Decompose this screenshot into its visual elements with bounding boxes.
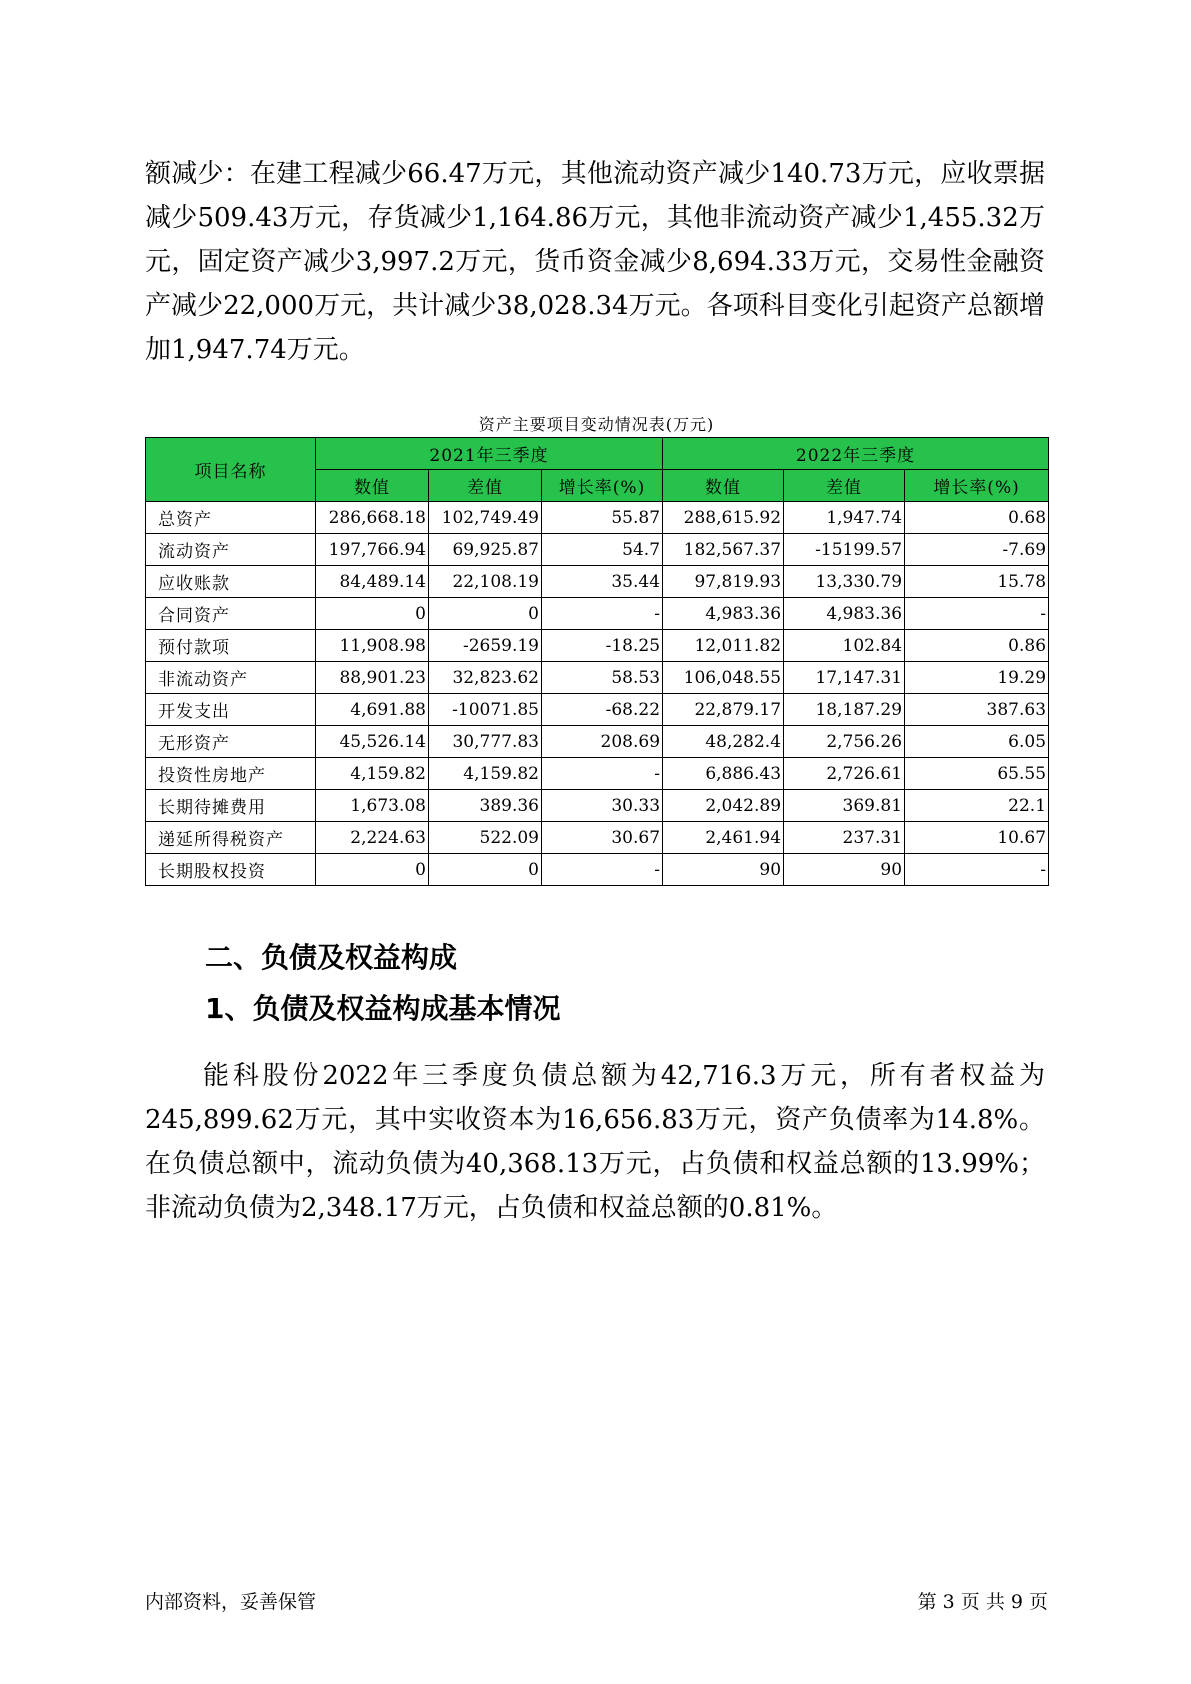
table-row [146,662,1049,694]
growth-2022: - [905,598,1049,630]
footer-page-number: 第 3 页 共 9 页 [917,1591,1048,1613]
row-name: 无形资产 [146,726,316,758]
header-period-2022: 2022年三季度 [663,438,1049,470]
table-row [146,854,1049,886]
row-name: 长期股权投资 [146,854,316,886]
header-period-2021: 2021年三季度 [316,438,663,470]
intro-paragraph: 额减少：在建工程减少66.47万元，其他流动资产减少140.73万元，应收票据减少509.43万元，存货减少1,164.86万元，其他非流动资产减少1,455.32万元，固定资产减少3,997.2万元，货币资金减少8,694.33万元，交易性金融资产减少22,000万元，共计减少38,028.34万元。各项科目变化引起资产总额增加1,947.74万元。 [145,159,1045,365]
table-row [146,694,1049,726]
diff-2021: 522.09 [429,822,542,854]
growth-2022: - [905,854,1049,886]
diff-2021: 69,925.87 [429,534,542,566]
diff-2022: -15199.57 [784,534,905,566]
growth-2021: 58.53 [542,662,663,694]
growth-2022: 15.78 [905,566,1049,598]
growth-2022: 22.1 [905,790,1049,822]
liability-paragraph: 能科股份2022年三季度负债总额为42,716.3万元，所有者权益为245,899.62万元，其中实收资本为16,656.83万元，资产负债率为14.8%。在负债总额中，流动负债为40,368.13万元，占负债和权益总额的13.99%；非流动负债为2,348.17万元，占负债和权益总额的0.81%。 [145,1061,1045,1223]
value-2022: 288,615.92 [663,502,784,534]
table-row [146,598,1049,630]
row-name: 投资性房地产 [146,758,316,790]
growth-2021: 30.33 [542,790,663,822]
diff-2021: 102,749.49 [429,502,542,534]
header-value-2021: 数值 [316,470,429,502]
section-heading: 二、负债及权益构成 [205,941,458,974]
subsection-heading: 1、负债及权益构成基本情况 [205,992,561,1025]
diff-2022: 369.81 [784,790,905,822]
growth-2022: 65.55 [905,758,1049,790]
value-2022: 2,042.89 [663,790,784,822]
value-2022: 2,461.94 [663,822,784,854]
diff-2022: 2,756.26 [784,726,905,758]
growth-2021: 30.67 [542,822,663,854]
header-item-name: 项目名称 [146,438,316,502]
table-row [146,630,1049,662]
table-caption: 资产主要项目变动情况表(万元) [478,415,715,434]
table-row [146,534,1049,566]
footer-confidential-note: 内部资料，妥善保管 [145,1591,317,1613]
diff-2021: 0 [429,854,542,886]
growth-2021: 55.87 [542,502,663,534]
header-growth-2021: 增长率(%) [542,470,663,502]
header-value-2022: 数值 [663,470,784,502]
row-name: 流动资产 [146,534,316,566]
table-row [146,758,1049,790]
value-2021: 45,526.14 [316,726,429,758]
value-2022: 12,011.82 [663,630,784,662]
diff-2022: 102.84 [784,630,905,662]
diff-2022: 2,726.61 [784,758,905,790]
diff-2021: 389.36 [429,790,542,822]
table-row [146,790,1049,822]
value-2021: 1,673.08 [316,790,429,822]
value-2021: 84,489.14 [316,566,429,598]
row-name: 预付款项 [146,630,316,662]
value-2022: 22,879.17 [663,694,784,726]
row-name: 总资产 [146,502,316,534]
value-2021: 4,159.82 [316,758,429,790]
diff-2021: 30,777.83 [429,726,542,758]
value-2022: 4,983.36 [663,598,784,630]
diff-2021: -2659.19 [429,630,542,662]
growth-2021: - [542,758,663,790]
value-2021: 0 [316,854,429,886]
value-2022: 90 [663,854,784,886]
value-2021: 88,901.23 [316,662,429,694]
growth-2021: 208.69 [542,726,663,758]
growth-2022: 19.29 [905,662,1049,694]
growth-2021: -18.25 [542,630,663,662]
value-2022: 106,048.55 [663,662,784,694]
value-2022: 6,886.43 [663,758,784,790]
growth-2021: - [542,854,663,886]
diff-2022: 17,147.31 [784,662,905,694]
table-row [146,726,1049,758]
value-2021: 0 [316,598,429,630]
growth-2021: 35.44 [542,566,663,598]
row-name: 长期待摊费用 [146,790,316,822]
diff-2022: 237.31 [784,822,905,854]
growth-2022: 0.68 [905,502,1049,534]
growth-2021: - [542,598,663,630]
value-2021: 197,766.94 [316,534,429,566]
value-2022: 48,282.4 [663,726,784,758]
asset-change-table [145,437,1049,886]
growth-2021: -68.22 [542,694,663,726]
growth-2022: 6.05 [905,726,1049,758]
diff-2022: 18,187.29 [784,694,905,726]
value-2021: 11,908.98 [316,630,429,662]
diff-2021: 32,823.62 [429,662,542,694]
row-name: 递延所得税资产 [146,822,316,854]
diff-2021: 0 [429,598,542,630]
table-row [146,566,1049,598]
diff-2022: 90 [784,854,905,886]
table-row [146,502,1049,534]
row-name: 开发支出 [146,694,316,726]
diff-2022: 4,983.36 [784,598,905,630]
diff-2021: 22,108.19 [429,566,542,598]
growth-2022: 0.86 [905,630,1049,662]
row-name: 应收账款 [146,566,316,598]
value-2021: 286,668.18 [316,502,429,534]
growth-2022: 387.63 [905,694,1049,726]
diff-2022: 13,330.79 [784,566,905,598]
value-2021: 4,691.88 [316,694,429,726]
header-diff-2022: 差值 [784,470,905,502]
growth-2022: 10.67 [905,822,1049,854]
value-2021: 2,224.63 [316,822,429,854]
row-name: 合同资产 [146,598,316,630]
header-growth-2022: 增长率(%) [905,470,1049,502]
growth-2021: 54.7 [542,534,663,566]
value-2022: 182,567.37 [663,534,784,566]
diff-2021: -10071.85 [429,694,542,726]
growth-2022: -7.69 [905,534,1049,566]
table-row [146,822,1049,854]
header-diff-2021: 差值 [429,470,542,502]
value-2022: 97,819.93 [663,566,784,598]
diff-2022: 1,947.74 [784,502,905,534]
row-name: 非流动资产 [146,662,316,694]
diff-2021: 4,159.82 [429,758,542,790]
